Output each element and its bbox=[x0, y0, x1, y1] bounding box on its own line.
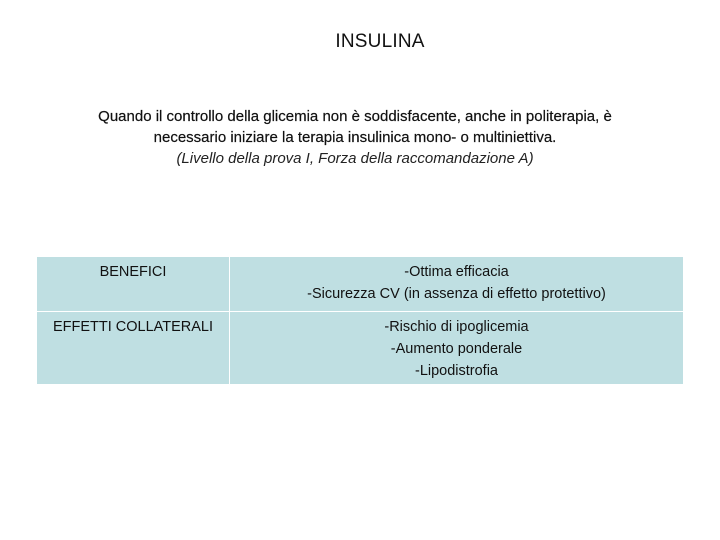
benefits-label: BENEFICI bbox=[99, 264, 167, 280]
evidence-level: (Livello della prova I, Forza della raccomandazione A) bbox=[176, 150, 534, 167]
recommendation-statement bbox=[0, 106, 710, 169]
table-row-side-effects bbox=[37, 312, 684, 385]
benefits-side-effects-table bbox=[36, 256, 684, 385]
table-cell-values bbox=[230, 312, 684, 385]
benefit-item: -Sicurezza CV (in assenza di effetto protettivo) bbox=[307, 286, 606, 302]
table-cell-label bbox=[37, 257, 230, 312]
table-row-benefits bbox=[37, 257, 684, 312]
side-effects-list bbox=[230, 312, 683, 382]
benefits-list bbox=[230, 257, 683, 305]
side-effect-item: -Aumento ponderale bbox=[390, 341, 523, 357]
table-cell-values bbox=[230, 257, 684, 312]
side-effect-item: -Lipodistrofia bbox=[414, 363, 498, 379]
statement-line-1: Quando il controllo della glicemia non è soddisfacente, anche in politerapia, è bbox=[98, 108, 612, 125]
slide-title: INSULINA bbox=[335, 31, 425, 52]
table-cell-label bbox=[37, 312, 230, 385]
side-effect-item: -Rischio di ipoglicemia bbox=[384, 319, 529, 335]
statement-line-2: necessario iniziare la terapia insulinica mono- o multiniettiva. bbox=[153, 129, 557, 146]
side-effects-label: EFFETTI COLLATERALI bbox=[52, 319, 214, 335]
benefit-item: -Ottima efficacia bbox=[404, 264, 509, 280]
